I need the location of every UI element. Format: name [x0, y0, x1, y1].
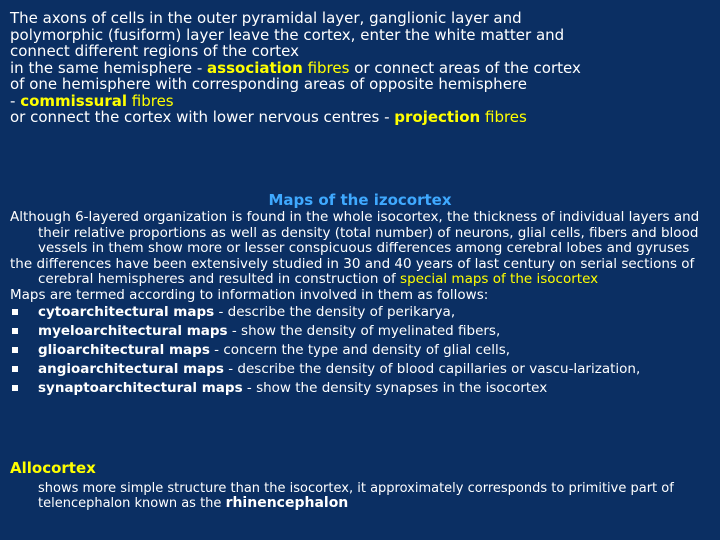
list-item: [10, 322, 710, 341]
map-term: myeloarchitectural maps: [38, 323, 228, 339]
bullet-icon: [12, 385, 18, 391]
bullet-icon: [12, 347, 18, 353]
map-term: synaptoarchitectural maps: [38, 380, 243, 396]
maps-paragraph: [10, 210, 710, 398]
text-line: [10, 93, 710, 110]
map-desc: - show the density of myelinated fibers,: [227, 323, 501, 339]
fibres-word: fibres: [485, 108, 527, 126]
commissural-term: commissural: [20, 91, 127, 110]
text-span: -: [10, 91, 21, 110]
map-desc: - show the density synapses in the isocortex: [242, 380, 548, 396]
projection-term: projection: [394, 108, 481, 126]
list-item: [10, 303, 710, 322]
map-desc: - describe the density of perikarya,: [214, 304, 456, 320]
rhinencephalon-term: rhinencephalon: [225, 495, 349, 511]
text-line: of one hemisphere with corresponding areas of opposite hemisphere: [10, 75, 527, 93]
allocortex-paragraph: [38, 481, 708, 511]
text-line: polymorphic (fusiform) layer leave the cortex, enter the white matter and: [10, 25, 565, 44]
text-block: Although 6-layered organization is found in the whole isocortex, the thickness of individual layers and their relative proportions as well as density (total number) of neurons, glial cells, fibers and blood vessels in them show more or lesser conspicuous differences among cerebral lobes and gyruses: [10, 209, 700, 256]
map-term: angioarchitectural maps: [38, 361, 224, 377]
text-line: connect different regions of the cortex: [10, 42, 299, 60]
special-maps-term: special maps of the isocortex: [400, 271, 599, 287]
text-span: or connect areas of the cortex: [349, 58, 581, 77]
text-line: [10, 109, 710, 126]
text-block: [10, 257, 710, 288]
text-line: The axons of cells in the outer pyramidal layer, ganglionic layer and: [10, 9, 522, 27]
text-span: the differences have been extensively studied in 30 and 40 years of last century on serial sections of cerebral hemispheres and resulted in construction of: [10, 255, 695, 287]
list-item: [10, 341, 710, 360]
map-term: cytoarchitectural maps: [38, 304, 215, 320]
text-line: [10, 60, 710, 77]
association-term: association: [207, 58, 303, 77]
text-block: Maps are termed according to information involved in them as follows:: [10, 286, 489, 303]
fibres-word: fibres: [307, 58, 350, 77]
map-term: glioarchitectural maps: [38, 342, 210, 358]
bullet-icon: [12, 328, 18, 334]
fibres-paragraph: [10, 10, 710, 126]
text-span: shows more simple structure than the isocortex, it approximately corresponds to primitive part of telencephalon known as the: [38, 481, 674, 511]
fibres-word: fibres: [131, 91, 174, 110]
text-span: or connect the cortex with lower nervous centres -: [10, 108, 395, 126]
maps-list: [10, 303, 710, 398]
list-item: [10, 360, 710, 379]
text-span: in the same hemisphere -: [10, 58, 208, 77]
maps-heading: Maps of the izocortex: [268, 191, 452, 209]
list-item: [10, 379, 710, 398]
bullet-icon: [12, 366, 18, 372]
allocortex-heading: Allocortex: [10, 459, 96, 477]
map-desc: - describe the density of blood capillaries or vascu-larization,: [223, 361, 641, 377]
map-desc: - concern the type and density of glial cells,: [209, 342, 511, 358]
bullet-icon: [12, 309, 18, 315]
